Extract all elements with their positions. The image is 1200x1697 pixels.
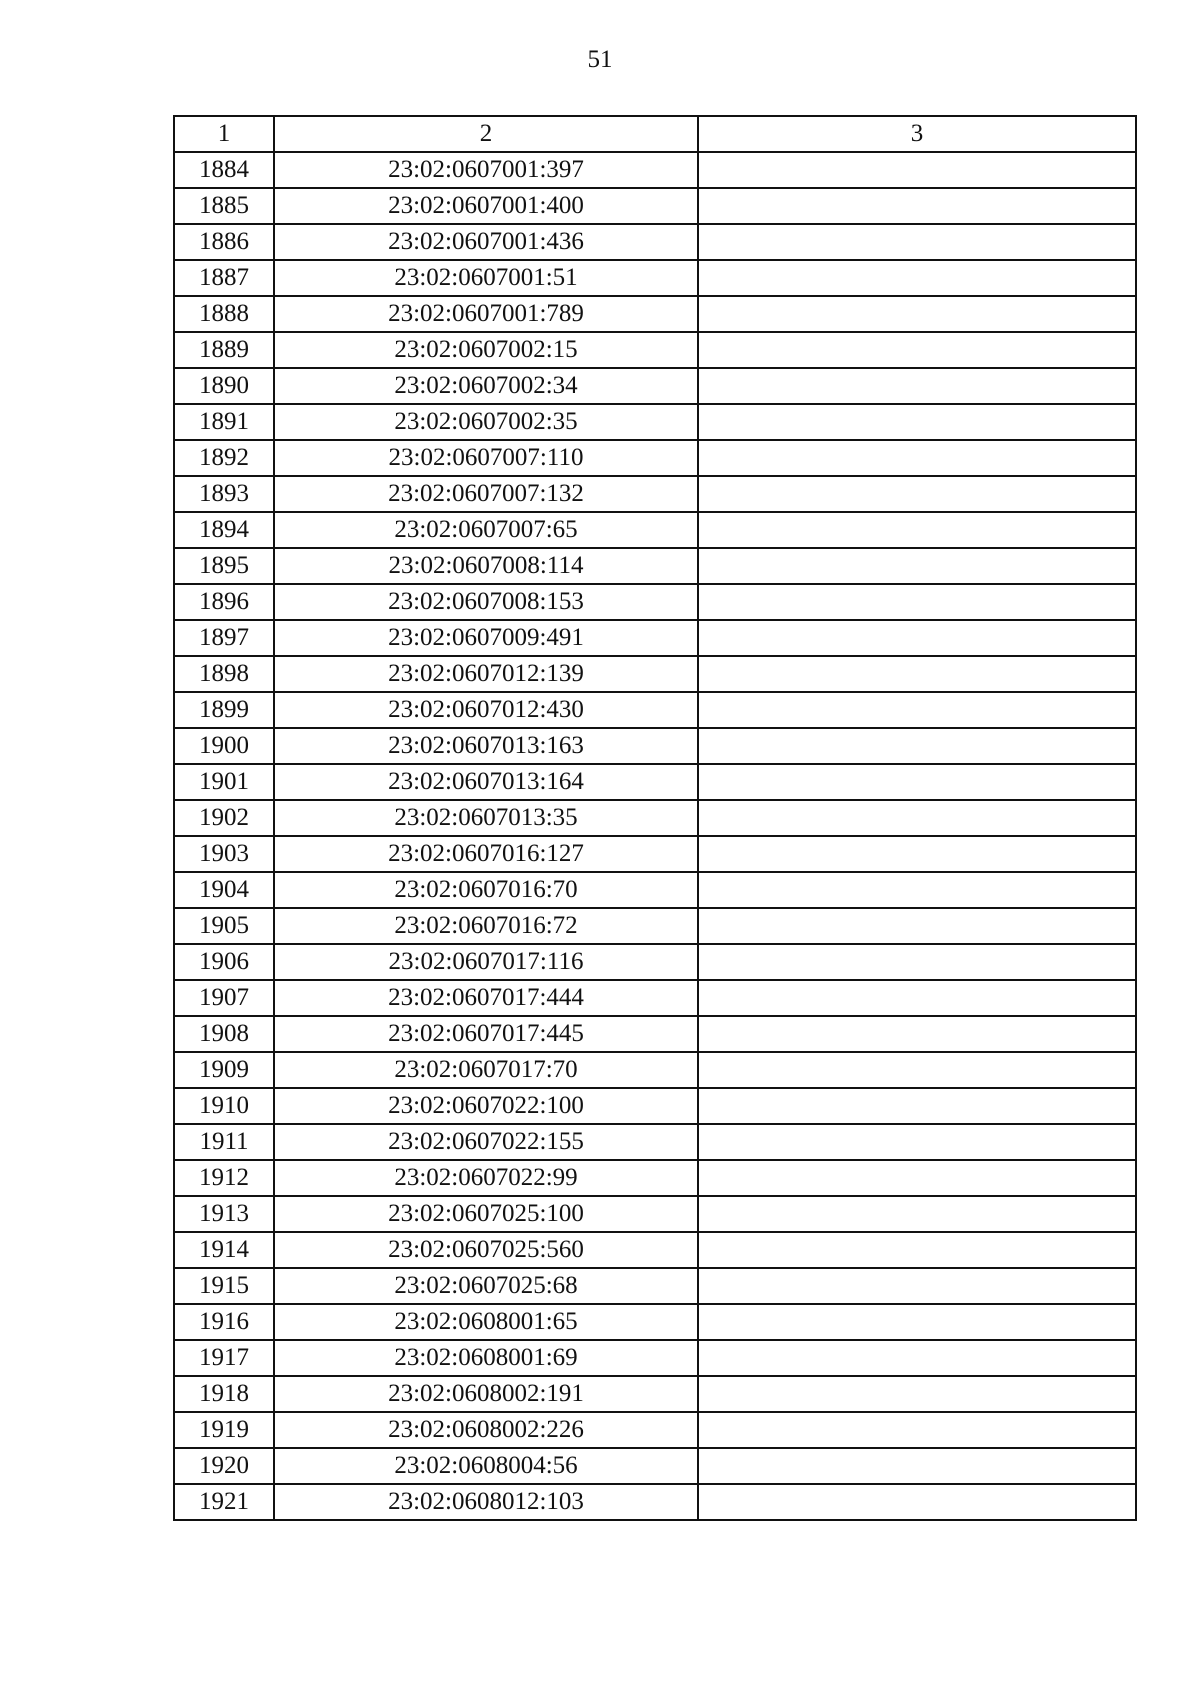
note-cell [698,836,1136,872]
table-row [174,764,1136,800]
row-number-cell: 1911 [174,1124,274,1160]
table-row [174,368,1136,404]
table-row [174,944,1136,980]
cadastral-number-cell: 23:02:0607017:445 [274,1016,698,1052]
row-number-cell: 1885 [174,188,274,224]
row-number-cell: 1884 [174,152,274,188]
row-number-cell: 1903 [174,836,274,872]
cadastral-number-cell: 23:02:0607001:400 [274,188,698,224]
header-cell-col-1: 1 [174,116,274,152]
cadastral-number-cell: 23:02:0607007:65 [274,512,698,548]
note-cell [698,656,1136,692]
note-cell [698,1268,1136,1304]
table-row [174,1232,1136,1268]
table-row [174,1052,1136,1088]
table-row [174,1484,1136,1520]
note-cell [698,1376,1136,1412]
registry-table [173,115,1137,1521]
cadastral-number-cell: 23:02:0607001:789 [274,296,698,332]
header-cell-col-3: 3 [698,116,1136,152]
cadastral-number-cell: 23:02:0607002:35 [274,404,698,440]
row-number-cell: 1906 [174,944,274,980]
note-cell [698,1160,1136,1196]
note-cell [698,1484,1136,1520]
row-number-cell: 1902 [174,800,274,836]
note-cell [698,1340,1136,1376]
table-row [174,188,1136,224]
row-number-cell: 1901 [174,764,274,800]
cadastral-number-cell: 23:02:0608004:56 [274,1448,698,1484]
note-cell [698,1052,1136,1088]
table-row [174,1124,1136,1160]
row-number-cell: 1917 [174,1340,274,1376]
cadastral-number-cell: 23:02:0607016:70 [274,872,698,908]
table-row [174,1448,1136,1484]
cadastral-number-cell: 23:02:0608012:103 [274,1484,698,1520]
table-row [174,908,1136,944]
note-cell [698,764,1136,800]
row-number-cell: 1919 [174,1412,274,1448]
row-number-cell: 1890 [174,368,274,404]
note-cell [698,1232,1136,1268]
note-cell [698,332,1136,368]
table-row [174,728,1136,764]
note-cell [698,692,1136,728]
table-row [174,332,1136,368]
row-number-cell: 1909 [174,1052,274,1088]
table-row [174,1376,1136,1412]
cadastral-number-cell: 23:02:0607002:34 [274,368,698,404]
note-cell [698,944,1136,980]
row-number-cell: 1904 [174,872,274,908]
table-header [174,116,1136,152]
table-row [174,548,1136,584]
cadastral-number-cell: 23:02:0607008:114 [274,548,698,584]
row-number-cell: 1886 [174,224,274,260]
row-number-cell: 1920 [174,1448,274,1484]
table-row [174,836,1136,872]
row-number-cell: 1894 [174,512,274,548]
note-cell [698,224,1136,260]
note-cell [698,872,1136,908]
cadastral-number-cell: 23:02:0607017:444 [274,980,698,1016]
note-cell [698,260,1136,296]
table-row [174,1160,1136,1196]
note-cell [698,548,1136,584]
note-cell [698,1412,1136,1448]
note-cell [698,1448,1136,1484]
row-number-cell: 1907 [174,980,274,1016]
row-number-cell: 1896 [174,584,274,620]
note-cell [698,728,1136,764]
table-row [174,476,1136,512]
cadastral-number-cell: 23:02:0607017:116 [274,944,698,980]
table-row [174,1340,1136,1376]
note-cell [698,1196,1136,1232]
cadastral-number-cell: 23:02:0608001:69 [274,1340,698,1376]
note-cell [698,404,1136,440]
row-number-cell: 1898 [174,656,274,692]
cadastral-number-cell: 23:02:0607012:430 [274,692,698,728]
table-row [174,800,1136,836]
note-cell [698,1016,1136,1052]
note-cell [698,908,1136,944]
cadastral-number-cell: 23:02:0607008:153 [274,584,698,620]
note-cell [698,476,1136,512]
table-row [174,440,1136,476]
table-row [174,584,1136,620]
cadastral-number-cell: 23:02:0607009:491 [274,620,698,656]
table-row [174,404,1136,440]
note-cell [698,800,1136,836]
cadastral-number-cell: 23:02:0607013:164 [274,764,698,800]
row-number-cell: 1899 [174,692,274,728]
table-row [174,980,1136,1016]
cadastral-number-cell: 23:02:0608002:226 [274,1412,698,1448]
page-number: 51 [587,46,613,73]
table-row [174,224,1136,260]
note-cell [698,188,1136,224]
row-number-cell: 1887 [174,260,274,296]
header-row [174,116,1136,152]
cadastral-number-cell: 23:02:0607022:100 [274,1088,698,1124]
row-number-cell: 1893 [174,476,274,512]
cadastral-number-cell: 23:02:0607025:100 [274,1196,698,1232]
row-number-cell: 1900 [174,728,274,764]
cadastral-number-cell: 23:02:0607001:397 [274,152,698,188]
cadastral-number-cell: 23:02:0607022:99 [274,1160,698,1196]
note-cell [698,512,1136,548]
cadastral-number-cell: 23:02:0607001:436 [274,224,698,260]
table-row [174,656,1136,692]
cadastral-number-cell: 23:02:0607012:139 [274,656,698,692]
row-number-cell: 1918 [174,1376,274,1412]
row-number-cell: 1897 [174,620,274,656]
row-number-cell: 1888 [174,296,274,332]
row-number-cell: 1905 [174,908,274,944]
cadastral-number-cell: 23:02:0607007:110 [274,440,698,476]
cadastral-number-cell: 23:02:0607016:72 [274,908,698,944]
header-cell-col-2: 2 [274,116,698,152]
table-row [174,872,1136,908]
note-cell [698,296,1136,332]
cadastral-number-cell: 23:02:0607013:163 [274,728,698,764]
row-number-cell: 1895 [174,548,274,584]
note-cell [698,440,1136,476]
note-cell [698,620,1136,656]
row-number-cell: 1915 [174,1268,274,1304]
note-cell [698,584,1136,620]
cadastral-number-cell: 23:02:0607017:70 [274,1052,698,1088]
table-row [174,260,1136,296]
table-row [174,692,1136,728]
note-cell [698,1304,1136,1340]
table-row [174,620,1136,656]
row-number-cell: 1912 [174,1160,274,1196]
note-cell [698,152,1136,188]
cadastral-number-cell: 23:02:0607025:68 [274,1268,698,1304]
cadastral-number-cell: 23:02:0608001:65 [274,1304,698,1340]
cadastral-number-cell: 23:02:0607025:560 [274,1232,698,1268]
table-row [174,1412,1136,1448]
table-row [174,296,1136,332]
row-number-cell: 1892 [174,440,274,476]
table-body [174,152,1136,1520]
row-number-cell: 1916 [174,1304,274,1340]
row-number-cell: 1889 [174,332,274,368]
table-row [174,1304,1136,1340]
cadastral-number-cell: 23:02:0607013:35 [274,800,698,836]
cadastral-number-cell: 23:02:0608002:191 [274,1376,698,1412]
row-number-cell: 1908 [174,1016,274,1052]
cadastral-number-cell: 23:02:0607007:132 [274,476,698,512]
row-number-cell: 1910 [174,1088,274,1124]
note-cell [698,1088,1136,1124]
table-row [174,1016,1136,1052]
table-row [174,1268,1136,1304]
row-number-cell: 1913 [174,1196,274,1232]
row-number-cell: 1921 [174,1484,274,1520]
row-number-cell: 1891 [174,404,274,440]
note-cell [698,368,1136,404]
cadastral-number-cell: 23:02:0607022:155 [274,1124,698,1160]
table-row [174,1196,1136,1232]
note-cell [698,980,1136,1016]
note-cell [698,1124,1136,1160]
table-row [174,1088,1136,1124]
table-row [174,152,1136,188]
cadastral-number-cell: 23:02:0607001:51 [274,260,698,296]
cadastral-number-cell: 23:02:0607002:15 [274,332,698,368]
cadastral-number-cell: 23:02:0607016:127 [274,836,698,872]
table-row [174,512,1136,548]
row-number-cell: 1914 [174,1232,274,1268]
